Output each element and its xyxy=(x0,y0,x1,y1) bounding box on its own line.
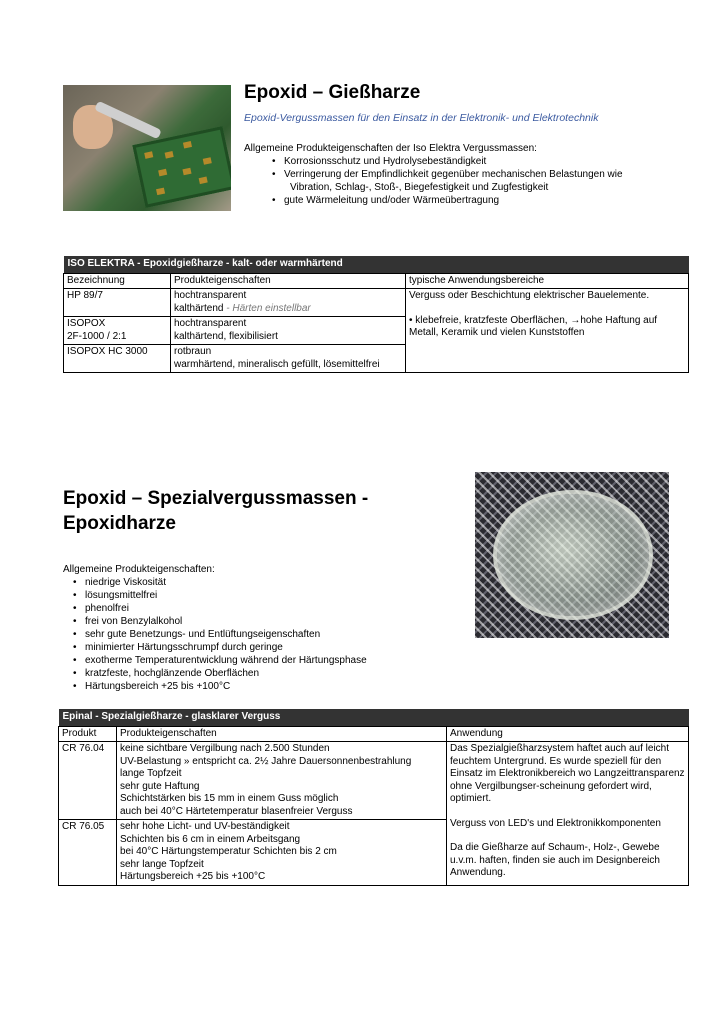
section1-title: Epoxid – Gießharze xyxy=(244,82,421,103)
column-header: Anwendung xyxy=(447,726,689,742)
list-item: • Verringerung der Empfindlichkeit gegenüber mechanischen Belastungen wie xyxy=(284,168,684,181)
table-heading: Epinal - Spezialgießharze - glasklarer Verguss xyxy=(59,709,689,726)
product-name xyxy=(64,317,171,345)
section2-properties xyxy=(63,563,463,693)
property-line: Härtungsbereich +25 bis +100°C xyxy=(120,871,266,882)
application-text: Das Spezialgießharzsystem haftet auch auf leicht feuchtem Untergrund. Es wurde speziell für den Einsatz im Elektronikbereich wo Langzeittransparenz ohne Vergilbungser-scheinung gefordert wird, optimiert. xyxy=(450,743,685,804)
property-line: lange Topfzeit xyxy=(120,768,182,779)
table-row xyxy=(64,289,689,317)
list-item: • gute Wärmeleitung und/oder Wärmeübertragung xyxy=(284,194,684,207)
section1-bullet-list-2 xyxy=(284,194,684,207)
product-name-line: 2F-1000 / 2:1 xyxy=(67,330,127,342)
list-item: • frei von Benzylalkohol xyxy=(85,615,463,628)
property-line: sehr lange Topfzeit xyxy=(120,858,204,870)
section1-properties xyxy=(244,142,684,207)
product-properties xyxy=(171,317,406,345)
property-line: Schichten bis 6 cm in einem Arbeitsgang xyxy=(120,833,301,845)
property-line: hochtransparent xyxy=(174,290,247,301)
section1-bullet-list xyxy=(284,155,684,181)
property-line: sehr hohe Licht- und UV-beständigkeit xyxy=(120,821,290,832)
electronics-casting-photo xyxy=(63,85,231,211)
product-properties xyxy=(171,345,406,373)
property-line: Schichtstärken bis 15 mm in einem Guss möglich xyxy=(120,793,339,804)
epinal-table xyxy=(58,709,689,886)
list-item: • exotherme Temperaturentwicklung während der Härtungsphase xyxy=(85,654,463,667)
list-item: • phenolfrei xyxy=(85,602,463,615)
product-properties xyxy=(117,820,447,886)
list-item: • sehr gute Benetzungs- und Entlüftungseigenschaften xyxy=(85,628,463,641)
section2-intro: Allgemeine Produkteigenschaften: xyxy=(63,564,215,575)
list-item: • minimierter Härtungsschrumpf durch geringe xyxy=(85,641,463,654)
property-text: kalthärtend xyxy=(174,302,224,314)
application-text: Verguss von LED's und Elektronikkomponenten xyxy=(450,817,661,829)
product-properties xyxy=(117,742,447,820)
property-line: UV-Belastung » entspricht ca. 2½ Jahre Dauersonnenbestrahlung xyxy=(120,755,412,767)
property-line: hochtransparent xyxy=(174,318,247,329)
column-header: Produkt xyxy=(59,726,117,742)
iso-elektra-table xyxy=(63,256,689,373)
application-cell xyxy=(406,289,689,373)
property-line: kalthärtend, flexibilisiert xyxy=(174,330,278,342)
property-line: auch bei 40°C Härtetemperatur blasenfreier Verguss xyxy=(120,805,353,817)
section1-subtitle: Epoxid-Vergussmassen für den Einsatz in der Elektronik- und Elektrotechnik xyxy=(244,112,599,124)
product-name: ISOPOX HC 3000 xyxy=(64,345,171,373)
property-line: rotbraun xyxy=(174,346,212,357)
list-item: • Härtungsbereich +25 bis +100°C xyxy=(85,680,463,693)
column-header: Bezeichnung xyxy=(64,273,171,289)
property-line: warmhärtend, mineralisch gefüllt, lösemittelfrei xyxy=(174,358,380,370)
column-header: Produkteigenschaften xyxy=(117,726,447,742)
application-text: • klebefreie, kratzfeste Oberflächen, →hohe Haftung auf Metall, Keramik und vielen Kunststoffen xyxy=(409,314,658,338)
table-heading: ISO ELEKTRA - Epoxidgießharze - kalt- oder warmhärtend xyxy=(64,256,689,273)
epoxy-disc-photo xyxy=(475,472,669,638)
list-item: • niedrige Viskosität xyxy=(85,576,463,589)
product-properties xyxy=(171,289,406,317)
product-name-line: ISOPOX xyxy=(67,318,106,329)
epoxy-disc xyxy=(497,494,649,616)
section2-bullet-list xyxy=(85,576,463,693)
property-line: sehr gute Haftung xyxy=(120,780,200,792)
list-item-continuation: Vibration, Schlag-, Stoß-, Biegefestigkeit und Zugfestigkeit xyxy=(290,182,549,193)
property-line: keine sichtbare Vergilbung nach 2.500 Stunden xyxy=(120,743,330,754)
table-row xyxy=(59,742,689,820)
section2-title: Epoxid – Spezialvergussmassen - Epoxidharze xyxy=(63,488,369,534)
application-cell xyxy=(447,742,689,886)
property-note: - Härten einstellbar xyxy=(223,302,311,314)
list-item: • lösungsmittelfrei xyxy=(85,589,463,602)
property-line xyxy=(174,303,402,316)
product-name: CR 76.05 xyxy=(59,820,117,886)
application-text: Da die Gießharze auf Schaum-, Holz-, Gewebe u.v.m. haften, finden sie auch im Designbereich Anwendung. xyxy=(450,842,660,878)
section1-intro: Allgemeine Produkteigenschaften der Iso Elektra Vergussmassen: xyxy=(244,143,537,154)
column-header: typische Anwendungsbereiche xyxy=(406,273,689,289)
application-text: Verguss oder Beschichtung elektrischer Bauelemente. xyxy=(409,290,650,301)
list-item: • Korrosionsschutz und Hydrolysebeständigkeit xyxy=(284,155,684,168)
column-header: Produkteigenschaften xyxy=(171,273,406,289)
list-item: • kratzfeste, hochglänzende Oberflächen xyxy=(85,667,463,680)
product-name: HP 89/7 xyxy=(64,289,171,317)
product-name: CR 76.04 xyxy=(59,742,117,820)
property-line: bei 40°C Härtungstemperatur Schichten bis 2 cm xyxy=(120,846,337,857)
circuit-board xyxy=(132,126,231,208)
